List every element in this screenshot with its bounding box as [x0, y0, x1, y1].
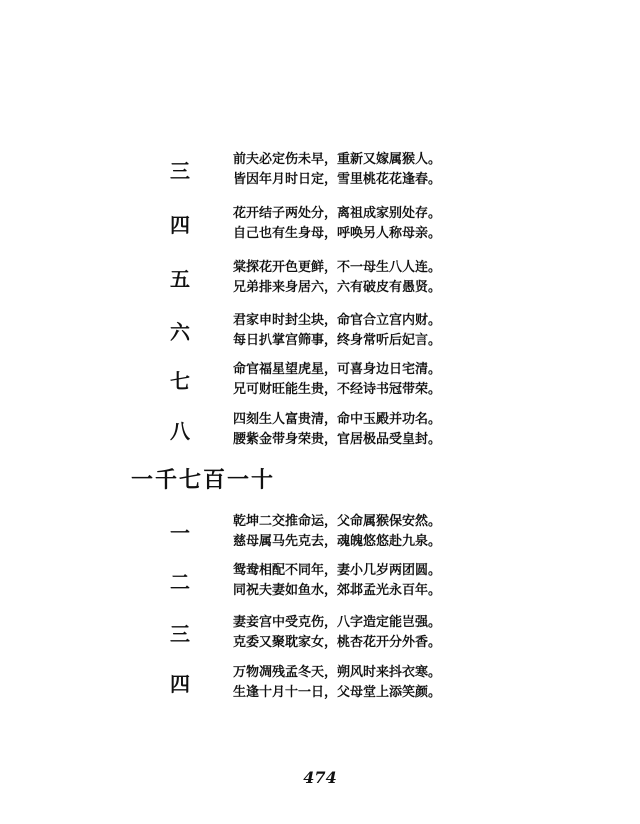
verse-entry	[0, 150, 640, 194]
verse-line: 万物凋残孟冬天，朔风时来抖衣寒。	[233, 665, 442, 680]
verse-line: 兄弟排来身居六，六有破皮有愚贤。	[233, 280, 442, 295]
verse-line: 妻妾宫中受克伤，八字造定能岂强。	[233, 615, 442, 630]
verse-entry	[0, 204, 640, 248]
verse-line: 皆因年月时日定，雪里桃花花逢春。	[233, 172, 442, 187]
verse-line: 四刻生人富贵清，命中玉殿并功名。	[233, 412, 442, 427]
verse-line: 鸳鸯相配不同年，妻小几岁两团圆。	[233, 563, 442, 578]
entry-number: 八	[170, 419, 190, 443]
verse-line: 命官福星望虎星，可喜身边日宅清。	[233, 362, 442, 377]
verse-line: 棠探花开色更鲜，不一母生八人连。	[233, 260, 442, 275]
entry-number: 三	[170, 159, 190, 183]
verse-text	[233, 258, 441, 298]
verse-entry	[0, 360, 640, 404]
verse-entry	[0, 311, 640, 355]
verse-text	[233, 561, 441, 601]
entry-number: 四	[170, 672, 190, 696]
entry-number: 五	[170, 267, 190, 291]
verse-text	[233, 663, 441, 703]
verse-text	[233, 410, 441, 450]
verse-text	[233, 204, 441, 244]
entry-number: 六	[170, 320, 190, 344]
verse-line: 君家申时封尘块，命官合立宫内财。	[233, 313, 442, 328]
verse-line: 自己也有生身母，呼唤另人称母亲。	[233, 226, 442, 241]
verse-line: 兄可财旺能生贵，不经诗书冠带荣。	[233, 382, 442, 397]
entry-number: 二	[170, 570, 190, 594]
verse-entry	[0, 258, 640, 302]
entry-number: 四	[170, 213, 190, 237]
verse-entry	[0, 663, 640, 707]
verse-text	[233, 311, 441, 351]
verse-entry	[0, 613, 640, 657]
verse-line: 乾坤二交推命运，父命属猴保安然。	[233, 514, 442, 529]
section-heading: 一千七百一十	[131, 467, 276, 493]
verse-text	[233, 150, 441, 190]
verse-entry	[0, 561, 640, 605]
verse-line: 生逢十月十一日，父母堂上添笑颜。	[233, 685, 442, 700]
verse-text	[233, 512, 441, 552]
verse-entry	[0, 410, 640, 454]
entry-number: 三	[170, 622, 190, 646]
verse-text	[233, 613, 441, 653]
verse-line: 同祝夫妻如鱼水，郊邶孟光永百年。	[233, 583, 442, 598]
verse-text	[233, 360, 441, 400]
verse-entry	[0, 512, 640, 556]
verse-line: 慈母属马先克去，魂魄悠悠赴九泉。	[233, 534, 442, 549]
verse-line: 克委又聚耽家女，桃杏花开分外香。	[233, 635, 442, 650]
verse-line: 前夫必定伤未早，重新又嫁属猴人。	[233, 152, 442, 167]
verse-line: 腰紫金带身荣贵，官居极品受皇封。	[233, 432, 442, 447]
entry-number: 一	[170, 521, 190, 545]
verse-line: 花开结子两处分，离祖成家别处存。	[233, 206, 442, 221]
verse-line: 每日扒掌宫筛事，终身常听后妃言。	[233, 333, 442, 348]
page-number: 474	[303, 768, 337, 787]
entry-number: 七	[170, 369, 190, 393]
